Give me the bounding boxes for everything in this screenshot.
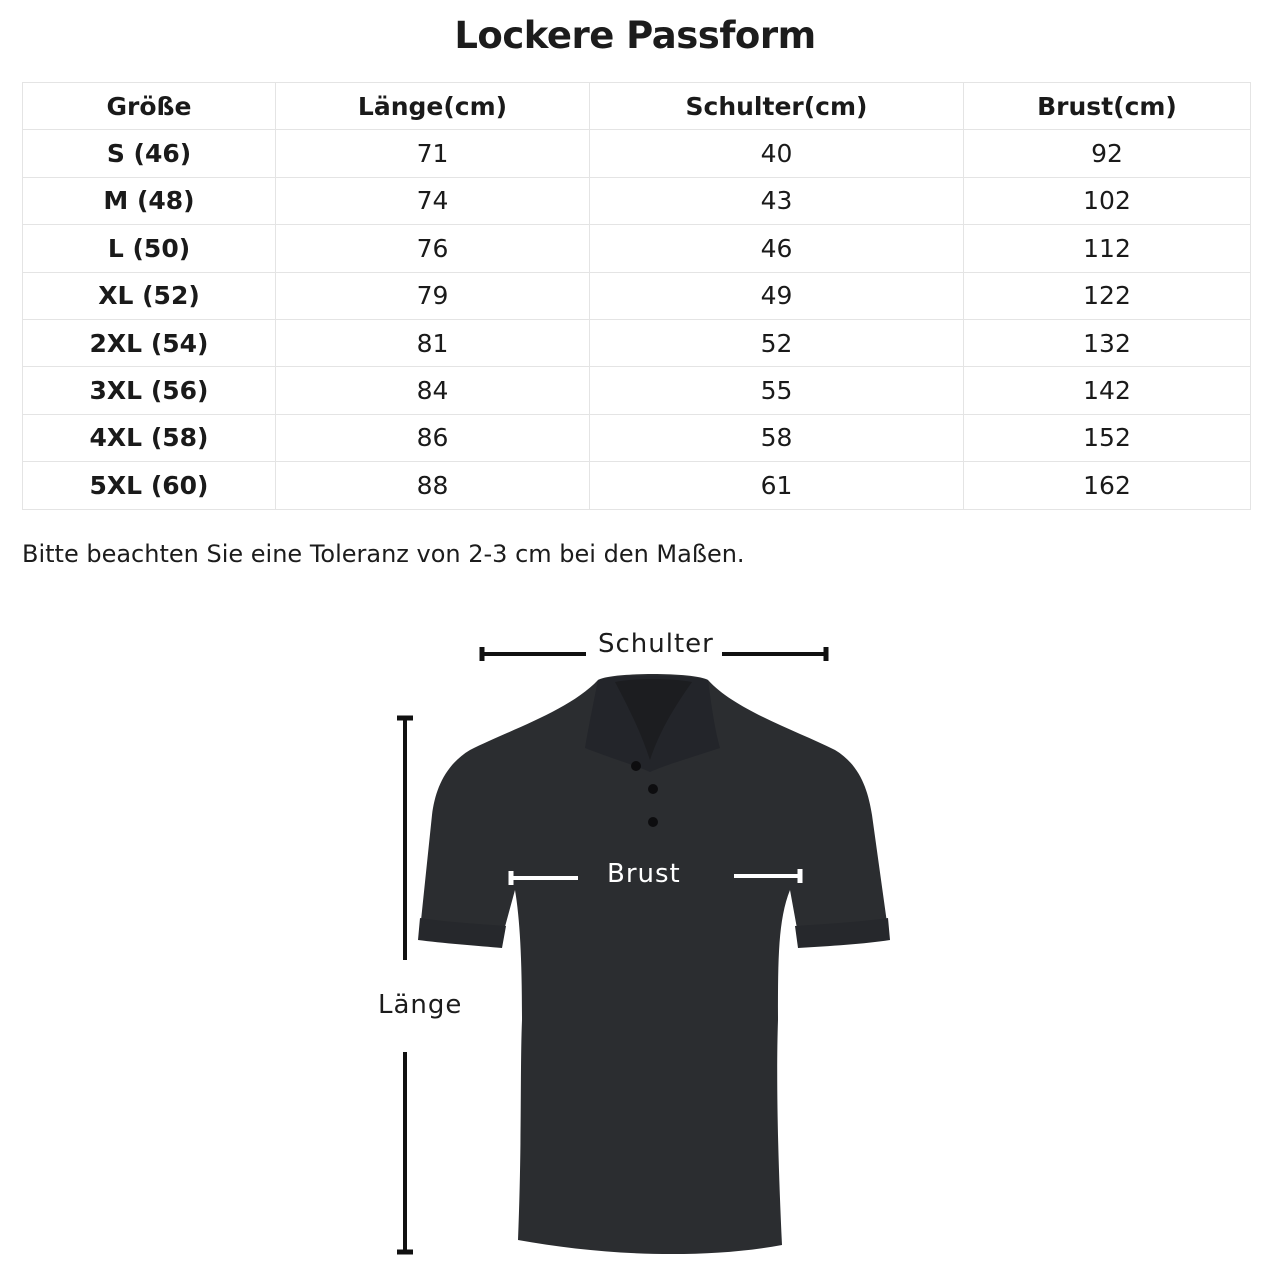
chest-cell: 92: [964, 130, 1251, 177]
table-row: [23, 319, 1251, 366]
table-row: [23, 225, 1251, 272]
table-row: [23, 414, 1251, 461]
chest-cell: 112: [964, 225, 1251, 272]
column-header-chest: Brust(cm): [964, 83, 1251, 130]
column-header-shoulder: Schulter(cm): [590, 83, 964, 130]
length-cell: 71: [276, 130, 590, 177]
shoulder-label: Schulter: [598, 629, 714, 659]
column-header-length: Länge(cm): [276, 83, 590, 130]
table-row: [23, 462, 1251, 509]
table-row: [23, 367, 1251, 414]
shoulder-cell: 40: [590, 130, 964, 177]
size-cell: 3XL (56): [23, 367, 276, 414]
length-cell: 74: [276, 177, 590, 224]
table-header-row: [23, 83, 1251, 130]
table-row: [23, 130, 1251, 177]
button-icon: [648, 784, 658, 794]
chest-cell: 122: [964, 272, 1251, 319]
size-table: [22, 82, 1251, 510]
size-cell: XL (52): [23, 272, 276, 319]
shoulder-cell: 55: [590, 367, 964, 414]
tolerance-note: Bitte beachten Sie eine Toleranz von 2-3 cm bei den Maßen.: [22, 540, 745, 568]
table-row: [23, 177, 1251, 224]
column-header-size: Größe: [23, 83, 276, 130]
chest-label: Brust: [607, 859, 681, 889]
table-row: [23, 272, 1251, 319]
size-cell: S (46): [23, 130, 276, 177]
length-cell: 86: [276, 414, 590, 461]
size-cell: M (48): [23, 177, 276, 224]
chest-cell: 132: [964, 319, 1251, 366]
length-cell: 84: [276, 367, 590, 414]
shoulder-cell: 43: [590, 177, 964, 224]
length-cell: 81: [276, 319, 590, 366]
shirt-illustration: [0, 600, 1270, 1270]
size-cell: L (50): [23, 225, 276, 272]
shoulder-cell: 46: [590, 225, 964, 272]
measurement-diagram: [0, 600, 1270, 1270]
size-cell: 2XL (54): [23, 319, 276, 366]
shoulder-cell: 52: [590, 319, 964, 366]
length-cell: 76: [276, 225, 590, 272]
length-cell: 88: [276, 462, 590, 509]
shoulder-cell: 49: [590, 272, 964, 319]
chest-cell: 142: [964, 367, 1251, 414]
chest-cell: 102: [964, 177, 1251, 224]
size-cell: 5XL (60): [23, 462, 276, 509]
chest-cell: 162: [964, 462, 1251, 509]
length-cell: 79: [276, 272, 590, 319]
length-label: Länge: [378, 990, 463, 1020]
button-icon: [631, 761, 641, 771]
chest-cell: 152: [964, 414, 1251, 461]
button-icon: [648, 817, 658, 827]
shoulder-cell: 58: [590, 414, 964, 461]
size-cell: 4XL (58): [23, 414, 276, 461]
shoulder-cell: 61: [590, 462, 964, 509]
page-title: Lockere Passform: [454, 14, 816, 57]
